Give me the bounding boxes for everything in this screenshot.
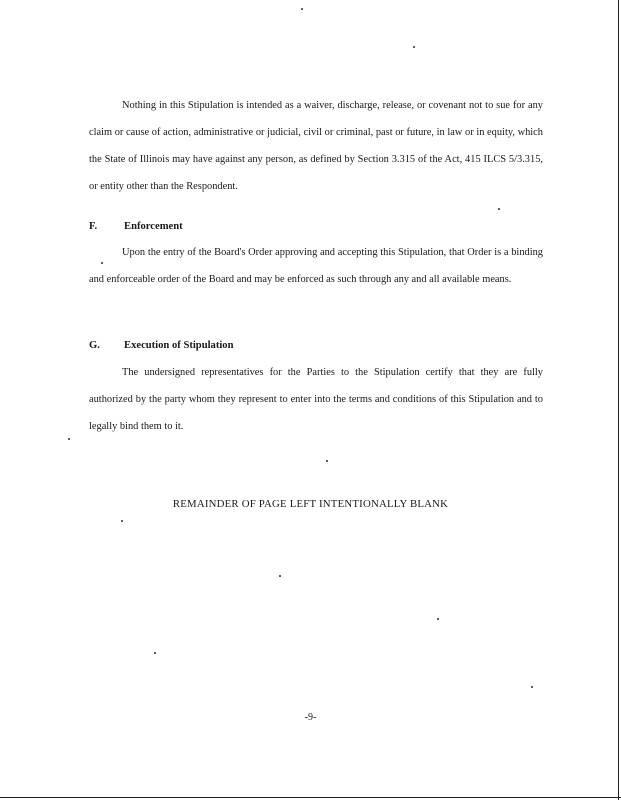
section-heading-enforcement <box>89 221 183 232</box>
paragraph-enforcement: Upon the entry of the Board's Order approving and accepting this Stipulation, that Order is a binding and enforceable order of the Board and may be enforced as such through any and all available means. <box>89 247 543 285</box>
section-letter-f: F. <box>89 221 98 232</box>
scan-speck <box>121 520 123 522</box>
scan-speck <box>68 438 70 440</box>
scan-speck <box>326 460 328 462</box>
section-letter-g: G. <box>89 340 100 351</box>
section-title-enforcement: Enforcement <box>124 221 183 232</box>
scan-edge-right <box>618 0 620 800</box>
page-number: -9- <box>304 712 317 723</box>
paragraph-execution: The undersigned representatives for the Parties to the Stipulation certify that they are fully authorized by the party whom they represent to enter into the terms and conditions of this Stipulation and to legally bind them to it. <box>89 367 543 432</box>
section-heading-execution <box>89 340 234 351</box>
scan-edge-bottom <box>0 797 621 799</box>
scan-speck <box>301 8 303 10</box>
scan-speck <box>101 262 103 264</box>
section-title-execution: Execution of Stipulation <box>124 340 234 351</box>
scan-speck <box>498 208 500 210</box>
scan-speck <box>279 575 281 577</box>
scan-speck <box>437 618 439 620</box>
remainder-blank-notice: REMAINDER OF PAGE LEFT INTENTIONALLY BLANK <box>172 498 449 510</box>
scan-speck <box>154 652 156 654</box>
paragraph-nothing-in-stipulation: Nothing in this Stipulation is intended as a waiver, discharge, release, or covenant not to sue for any claim or cause of action, administrative or judicial, civil or criminal, past or future, in law or in equity, which the State of Illinois may have against any person, as defined by Section 3.315 of the Act, 415 ILCS 5/3.315, or entity other than the Respondent. <box>89 100 543 192</box>
scan-speck <box>531 686 533 688</box>
scan-speck <box>413 46 415 48</box>
